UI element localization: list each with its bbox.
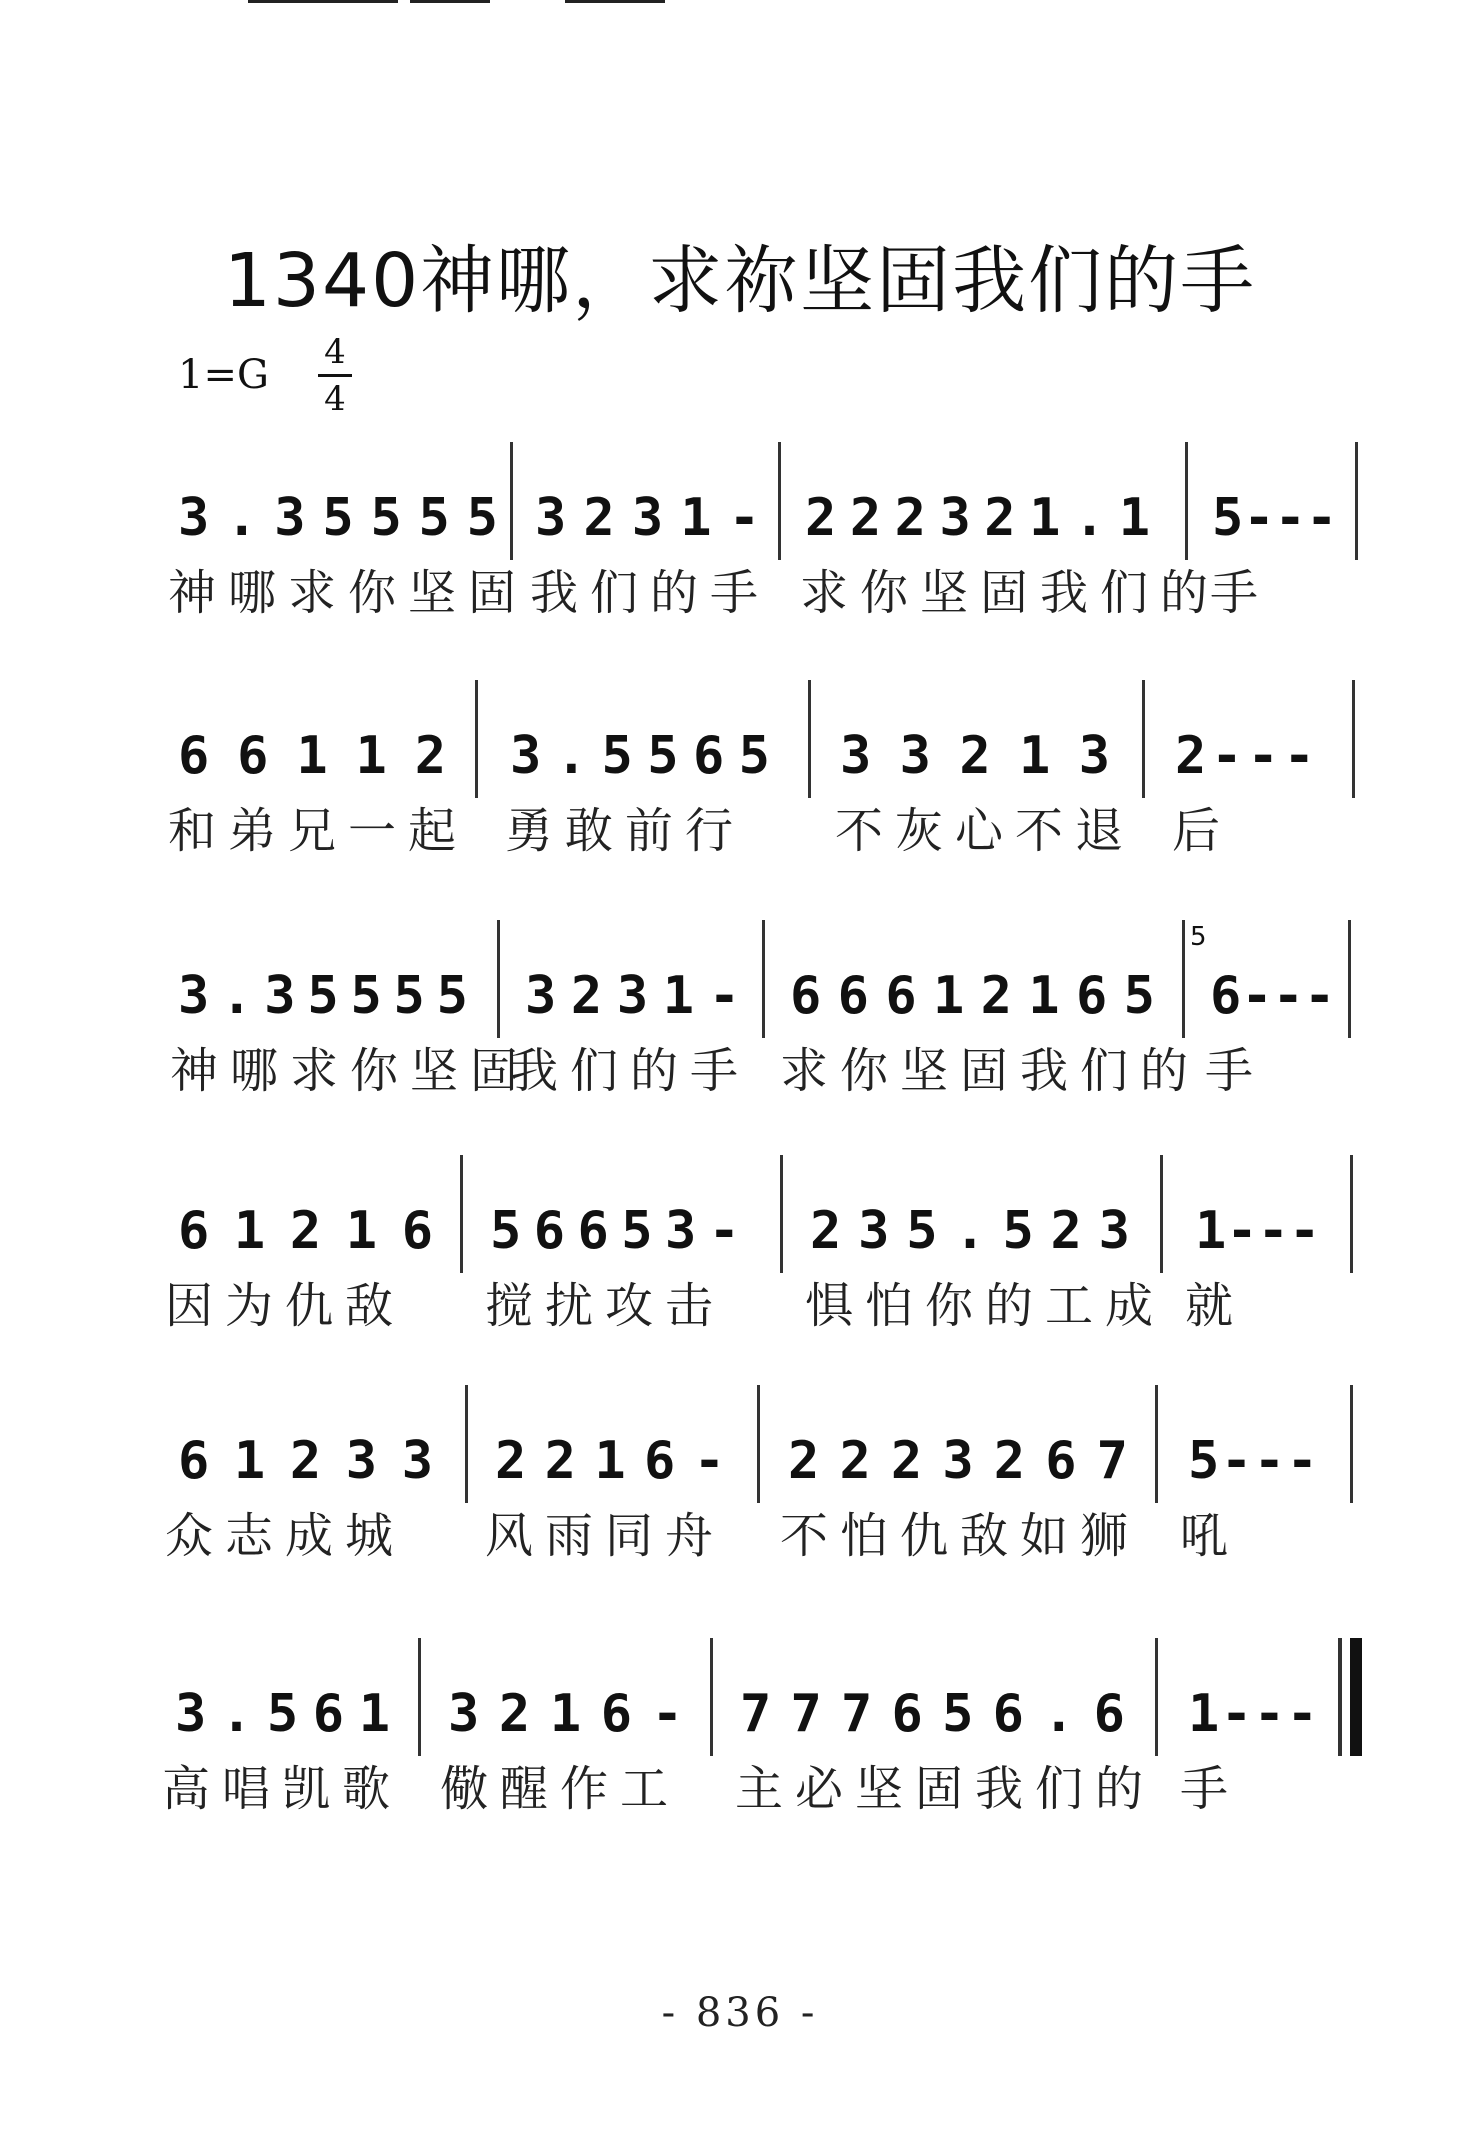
note: 3 (178, 488, 210, 548)
barline (1155, 1385, 1158, 1503)
note: 6 (885, 966, 917, 1026)
measure (1188, 1395, 1318, 1491)
note: 5 (1002, 1201, 1034, 1261)
measure (525, 930, 740, 1026)
measure (178, 690, 446, 786)
barline (1182, 920, 1185, 1038)
barline (510, 442, 513, 560)
note: 1 (1118, 488, 1150, 548)
measure (178, 1165, 433, 1261)
barline (1160, 1155, 1163, 1273)
note: 1 (296, 726, 328, 786)
measure (1195, 1165, 1320, 1261)
note: 2 (289, 1431, 322, 1491)
note: 5 (418, 488, 450, 548)
note: 1 (355, 726, 387, 786)
system-2 (0, 690, 1480, 890)
barline (1142, 680, 1145, 798)
note: . (555, 726, 588, 786)
lyric: 和弟兄一起 (168, 803, 469, 859)
note: 2 (495, 1431, 527, 1491)
note: 1 (233, 1201, 266, 1261)
measure (178, 452, 498, 548)
note: 2 (414, 726, 446, 786)
note: 1 (1188, 1684, 1220, 1744)
note: 2 (805, 488, 837, 548)
barline (465, 1385, 468, 1503)
lyric: 就 (1185, 1278, 1246, 1334)
lyric: 众志成城 (165, 1508, 406, 1564)
note: . (220, 1684, 253, 1744)
measure (178, 930, 468, 1026)
measure (1212, 452, 1338, 548)
lyric: 后 (1172, 803, 1233, 859)
system-5 (0, 1395, 1480, 1595)
note: 5 (350, 966, 382, 1026)
note: 3 (1078, 726, 1110, 786)
lyric: 不怕仇敌如狮 (780, 1508, 1141, 1564)
note: 5 (307, 966, 339, 1026)
note: 3 (448, 1684, 480, 1744)
note: 5 (266, 1684, 299, 1744)
measure (840, 690, 1110, 786)
barline (1185, 442, 1188, 560)
note: 1 (1028, 966, 1060, 1026)
note: 5 (322, 488, 354, 548)
note: 1 (1019, 726, 1051, 786)
note: 3 (899, 726, 931, 786)
lyric: 主必坚固我们的 (735, 1761, 1156, 1817)
measure (740, 1648, 1125, 1744)
final-barline-thin (1338, 1638, 1342, 1756)
note: 2 (498, 1684, 531, 1744)
note: 2 (894, 488, 926, 548)
lyric: 手 (1205, 1043, 1266, 1099)
note: - (1241, 966, 1273, 1026)
lyric: 手 (1180, 1761, 1241, 1817)
note: 5 (647, 726, 679, 786)
note: - (1272, 966, 1304, 1026)
note: 6 (577, 1201, 609, 1261)
barline (1348, 920, 1351, 1038)
measure (175, 1648, 390, 1744)
note: . (226, 488, 258, 548)
lyric: 我们的手 (530, 565, 771, 621)
note: 1 (1195, 1201, 1227, 1261)
barline (1155, 1638, 1158, 1756)
page-title: 1340神哪，求祢坚固我们的手 (223, 238, 1257, 324)
note: 5 (436, 966, 468, 1026)
barline (1352, 680, 1355, 798)
note: 2 (959, 726, 991, 786)
note: - (1211, 726, 1243, 786)
note: 3 (942, 1431, 974, 1491)
lyric: 搅扰攻击 (485, 1278, 726, 1334)
note: - (1286, 1684, 1318, 1744)
grace-note: 5 (1190, 922, 1207, 952)
note: 6 (600, 1684, 633, 1744)
lyric: 求你坚固我们的 (800, 565, 1221, 621)
note: - (1305, 488, 1338, 548)
note: 3 (525, 966, 557, 1026)
note: 2 (890, 1431, 923, 1491)
measure (490, 1165, 740, 1261)
note: 7 (740, 1684, 772, 1744)
note: . (221, 966, 253, 1026)
note: 3 (401, 1431, 433, 1491)
lyric: 因为仇敌 (165, 1278, 406, 1334)
note: 7 (841, 1684, 873, 1744)
measure (535, 452, 760, 548)
lyric: 神哪求你坚固 (170, 1043, 531, 1099)
barline (1355, 442, 1358, 560)
barline (475, 680, 478, 798)
note: 2 (839, 1431, 871, 1491)
measure (178, 1395, 433, 1491)
measure (788, 1395, 1128, 1491)
note: - (1220, 1684, 1253, 1744)
key-signature: 1=G (178, 352, 269, 398)
note: 6 (533, 1201, 566, 1261)
note: 5 (393, 966, 425, 1026)
note: 1 (680, 488, 712, 548)
time-signature-top: 4 (324, 332, 346, 372)
note: . (1043, 1684, 1075, 1744)
barline (710, 1638, 713, 1756)
note: 3 (664, 1201, 697, 1261)
lyric: 惧怕你的工成 (805, 1278, 1166, 1334)
note: 6 (178, 1431, 210, 1491)
note: 6 (178, 1201, 210, 1261)
note: - (1253, 1431, 1286, 1491)
system-4 (0, 1165, 1480, 1365)
note: 6 (312, 1684, 345, 1744)
note: 5 (1123, 966, 1155, 1026)
barline (808, 680, 811, 798)
note: 6 (644, 1431, 676, 1491)
note: 2 (289, 1201, 322, 1261)
note: 1 (1029, 488, 1061, 548)
note: 1 (594, 1431, 626, 1491)
note: 6 (1045, 1431, 1077, 1491)
barline (497, 920, 500, 1038)
note: - (728, 488, 760, 548)
note: 6 (837, 966, 869, 1026)
note: 5 (942, 1684, 974, 1744)
barline (780, 1155, 783, 1273)
note: 2 (788, 1431, 820, 1491)
page-number: - 836 - (661, 1990, 819, 2036)
barline (762, 920, 765, 1038)
note: . (954, 1201, 986, 1261)
system-1 (0, 452, 1480, 652)
note: - (1274, 488, 1306, 548)
note: 5 (621, 1201, 653, 1261)
note: - (1253, 1684, 1286, 1744)
note: - (1286, 1431, 1318, 1491)
time-signature (318, 332, 352, 419)
top-rule-2 (410, 0, 490, 3)
note: 3 (274, 488, 306, 548)
note: 2 (570, 966, 603, 1026)
note: 2 (583, 488, 615, 548)
lyric: 不灰心不退 (835, 803, 1136, 859)
note: 7 (790, 1684, 822, 1744)
note: 2 (810, 1201, 842, 1261)
barline (778, 442, 781, 560)
note: 5 (738, 726, 770, 786)
note: - (1243, 488, 1275, 548)
note: 1 (358, 1684, 390, 1744)
note: 3 (616, 966, 649, 1026)
note: - (1257, 1201, 1289, 1261)
note: 6 (1075, 966, 1108, 1026)
measure (790, 930, 1155, 1026)
note: 3 (175, 1684, 207, 1744)
measure (1175, 690, 1315, 786)
note: 1 (345, 1201, 378, 1261)
note: - (708, 966, 740, 1026)
lyric: 神哪求你坚固 (168, 565, 529, 621)
note: 6 (891, 1684, 923, 1744)
measure (448, 1648, 683, 1744)
note: - (1247, 726, 1279, 786)
note: - (693, 1431, 725, 1491)
measure (810, 1165, 1130, 1261)
note: 2 (1050, 1201, 1082, 1261)
barline (1350, 1155, 1353, 1273)
note: 2 (993, 1431, 1026, 1491)
note: 5 (906, 1201, 938, 1261)
note: 3 (939, 488, 971, 548)
note: 3 (535, 488, 567, 548)
measure (805, 452, 1150, 548)
time-signature-bar (318, 374, 352, 377)
barline (418, 1638, 421, 1756)
note: 3 (264, 966, 296, 1026)
note: 6 (1210, 966, 1242, 1026)
system-3 (0, 922, 1480, 1130)
note: 2 (849, 488, 882, 548)
note: 1 (932, 966, 965, 1026)
note: 2 (544, 1431, 576, 1491)
note: - (708, 1201, 740, 1261)
note: . (1073, 488, 1106, 548)
lyric: 高唱凯歌 (162, 1761, 403, 1817)
lyric: 勇敢前行 (505, 803, 746, 859)
note: 1 (549, 1684, 582, 1744)
note: 5 (601, 726, 633, 786)
note: 3 (631, 488, 664, 548)
time-signature-bottom: 4 (324, 379, 346, 419)
lyric: 儆醒作工 (440, 1761, 681, 1817)
note: 3 (858, 1201, 890, 1261)
note: 1 (662, 966, 695, 1026)
lyric: 我们的手 (510, 1043, 751, 1099)
top-rule-1 (248, 0, 398, 3)
note: 6 (1093, 1684, 1125, 1744)
note: - (651, 1684, 683, 1744)
barline (757, 1385, 760, 1503)
lyric: 求你坚固我们的 (780, 1043, 1201, 1099)
note: 5 (490, 1201, 522, 1261)
lyric: 吼 (1180, 1508, 1241, 1564)
note: 5 (1212, 488, 1244, 548)
top-rule-3 (565, 0, 665, 3)
measure (510, 690, 770, 786)
note: - (1288, 1201, 1321, 1261)
final-barline-thick (1350, 1638, 1362, 1756)
system-6 (0, 1648, 1480, 1848)
note: 5 (1188, 1431, 1220, 1491)
note: 3 (178, 966, 210, 1026)
note: 5 (466, 488, 498, 548)
note: 6 (401, 1201, 433, 1261)
note: 6 (692, 726, 725, 786)
barline (460, 1155, 463, 1273)
note: - (1283, 726, 1315, 786)
barline (1350, 1385, 1353, 1503)
note: - (1303, 966, 1336, 1026)
note: 6 (790, 966, 822, 1026)
note: 6 (237, 726, 269, 786)
note: 3 (345, 1431, 378, 1491)
note: 2 (984, 488, 1016, 548)
measure (495, 1395, 725, 1491)
note: 5 (370, 488, 402, 548)
note: 7 (1096, 1431, 1128, 1491)
note: 3 (840, 726, 872, 786)
note: 2 (980, 966, 1012, 1026)
note: 6 (178, 726, 210, 786)
note: 6 (992, 1684, 1024, 1744)
note: 3 (510, 726, 542, 786)
note: 2 (1175, 726, 1207, 786)
lyric: 手 (1210, 565, 1271, 621)
measure (1188, 1648, 1318, 1744)
note: - (1220, 1431, 1253, 1491)
note: 1 (233, 1431, 266, 1491)
note: - (1226, 1201, 1258, 1261)
lyric: 风雨同舟 (485, 1508, 726, 1564)
note: 3 (1098, 1201, 1130, 1261)
measure (1210, 930, 1336, 1026)
